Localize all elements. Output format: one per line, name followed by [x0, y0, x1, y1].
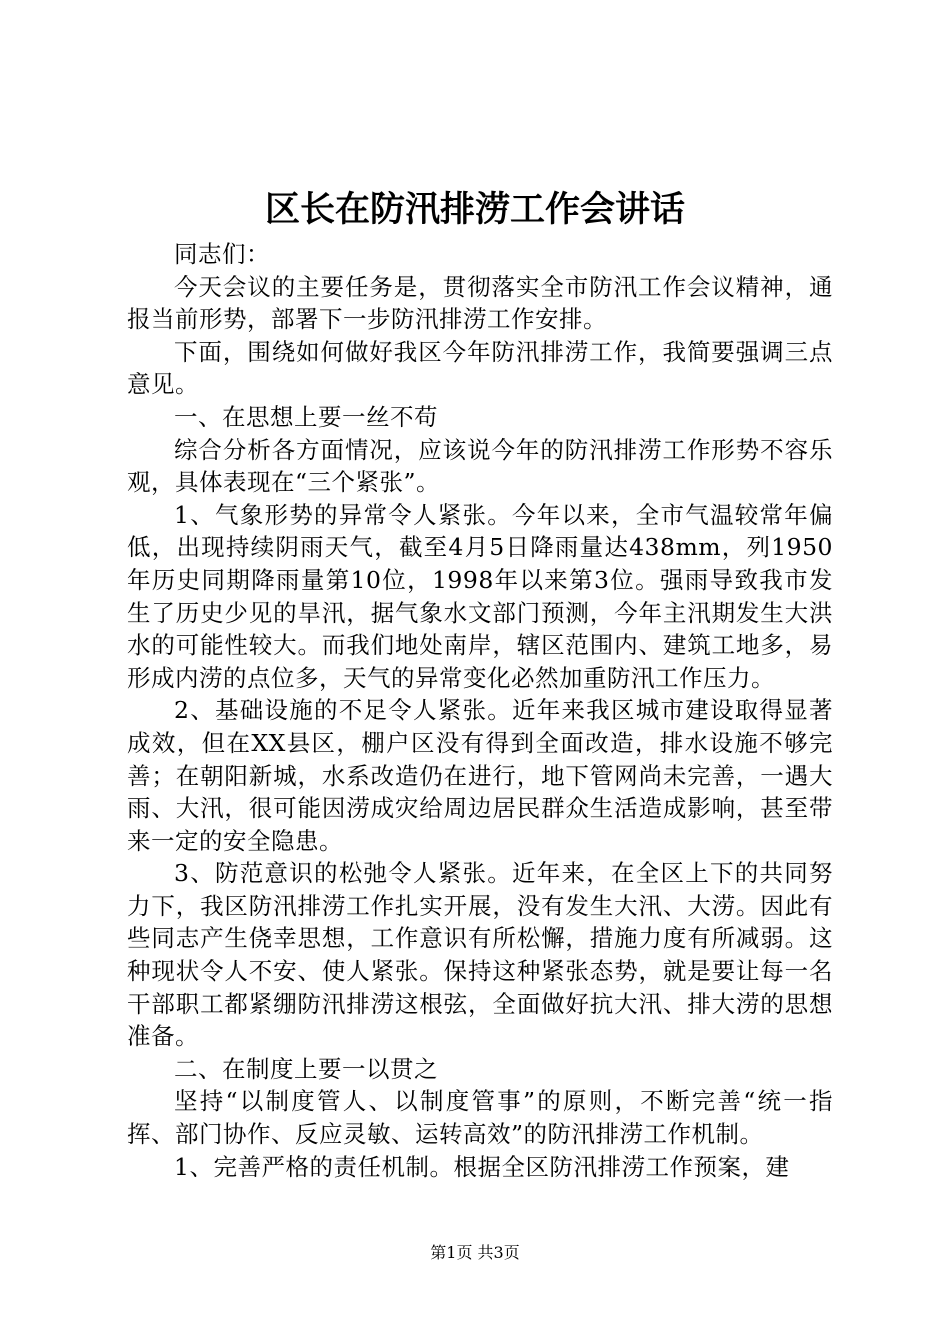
- section-heading-1: 一、在思想上要一丝不苟: [174, 402, 438, 431]
- paragraph-responsibility: 1、完善严格的责任机制。根据全区防汛排涝工作预案，建: [174, 1152, 790, 1181]
- paragraph-situation: 综合分析各方面情况，应该说今年的防汛排涝工作形势不容乐观，具体表现在“三个紧张”。: [127, 435, 833, 497]
- paragraph-salutation: 同志们：: [174, 240, 270, 268]
- paragraph-point-awareness: 3、防范意识的松弛令人紧张。近年来，在全区上下的共同努力下，我区防汛排涝工作扎实开展，没有发生大汛、大涝。因此有些同志产生侥幸思想，工作意识有所松懈，措施力度有所减弱。这种现状令人不安、使人紧张。保持这种紧张态势，就是要让每一名干部职工都紧绷防汛排涝这根弦，全面做好抗大汛、排大涝的思想准备。: [127, 859, 833, 1051]
- paragraph-meeting-task: 今天会议的主要任务是，贯彻落实全市防汛工作会议精神，通报当前形势，部署下一步防汛排涝工作安排。: [127, 272, 833, 334]
- paragraph-principle: 坚持“以制度管人、以制度管事”的原则，不断完善“统一指挥、部门协作、反应灵敏、运转高效”的防汛排涝工作机制。: [127, 1087, 833, 1149]
- section-heading-2: 二、在制度上要一以贯之: [174, 1054, 438, 1083]
- paragraph-three-points: 下面，围绕如何做好我区今年防汛排涝工作，我简要强调三点意见。: [127, 337, 833, 399]
- document-title: 区长在防汛排涝工作会讲话: [264, 189, 685, 230]
- document-body: [127, 238, 833, 1183]
- page-footer: 第1页 共3页: [430, 1243, 520, 1262]
- paragraph-point-infrastructure: 2、基础设施的不足令人紧张。近年来我区城市建设取得显著成效，但在XX县区，棚户区没有得到全面改造，排水设施不够完善；在朝阳新城，水系改造仍在进行，地下管网尚未完善，一遇大雨、大汛，很可能因涝成灾给周边居民群众生活造成影响，甚至带来一定的安全隐患。: [127, 696, 833, 855]
- paragraph-point-weather: 1、气象形势的异常令人紧张。今年以来，全市气温较常年偏低，出现持续阴雨天气，截至4月5日降雨量达438mm，列1950年历史同期降雨量第10位，1998年以来第3位。强雨导致我市发生了历史少见的旱汛，据气象水文部门预测，今年主汛期发生大洪水的可能性较大。而我们地处南岸，辖区范围内、建筑工地多，易形成内涝的点位多，天气的异常变化必然加重防汛工作压力。: [127, 500, 833, 692]
